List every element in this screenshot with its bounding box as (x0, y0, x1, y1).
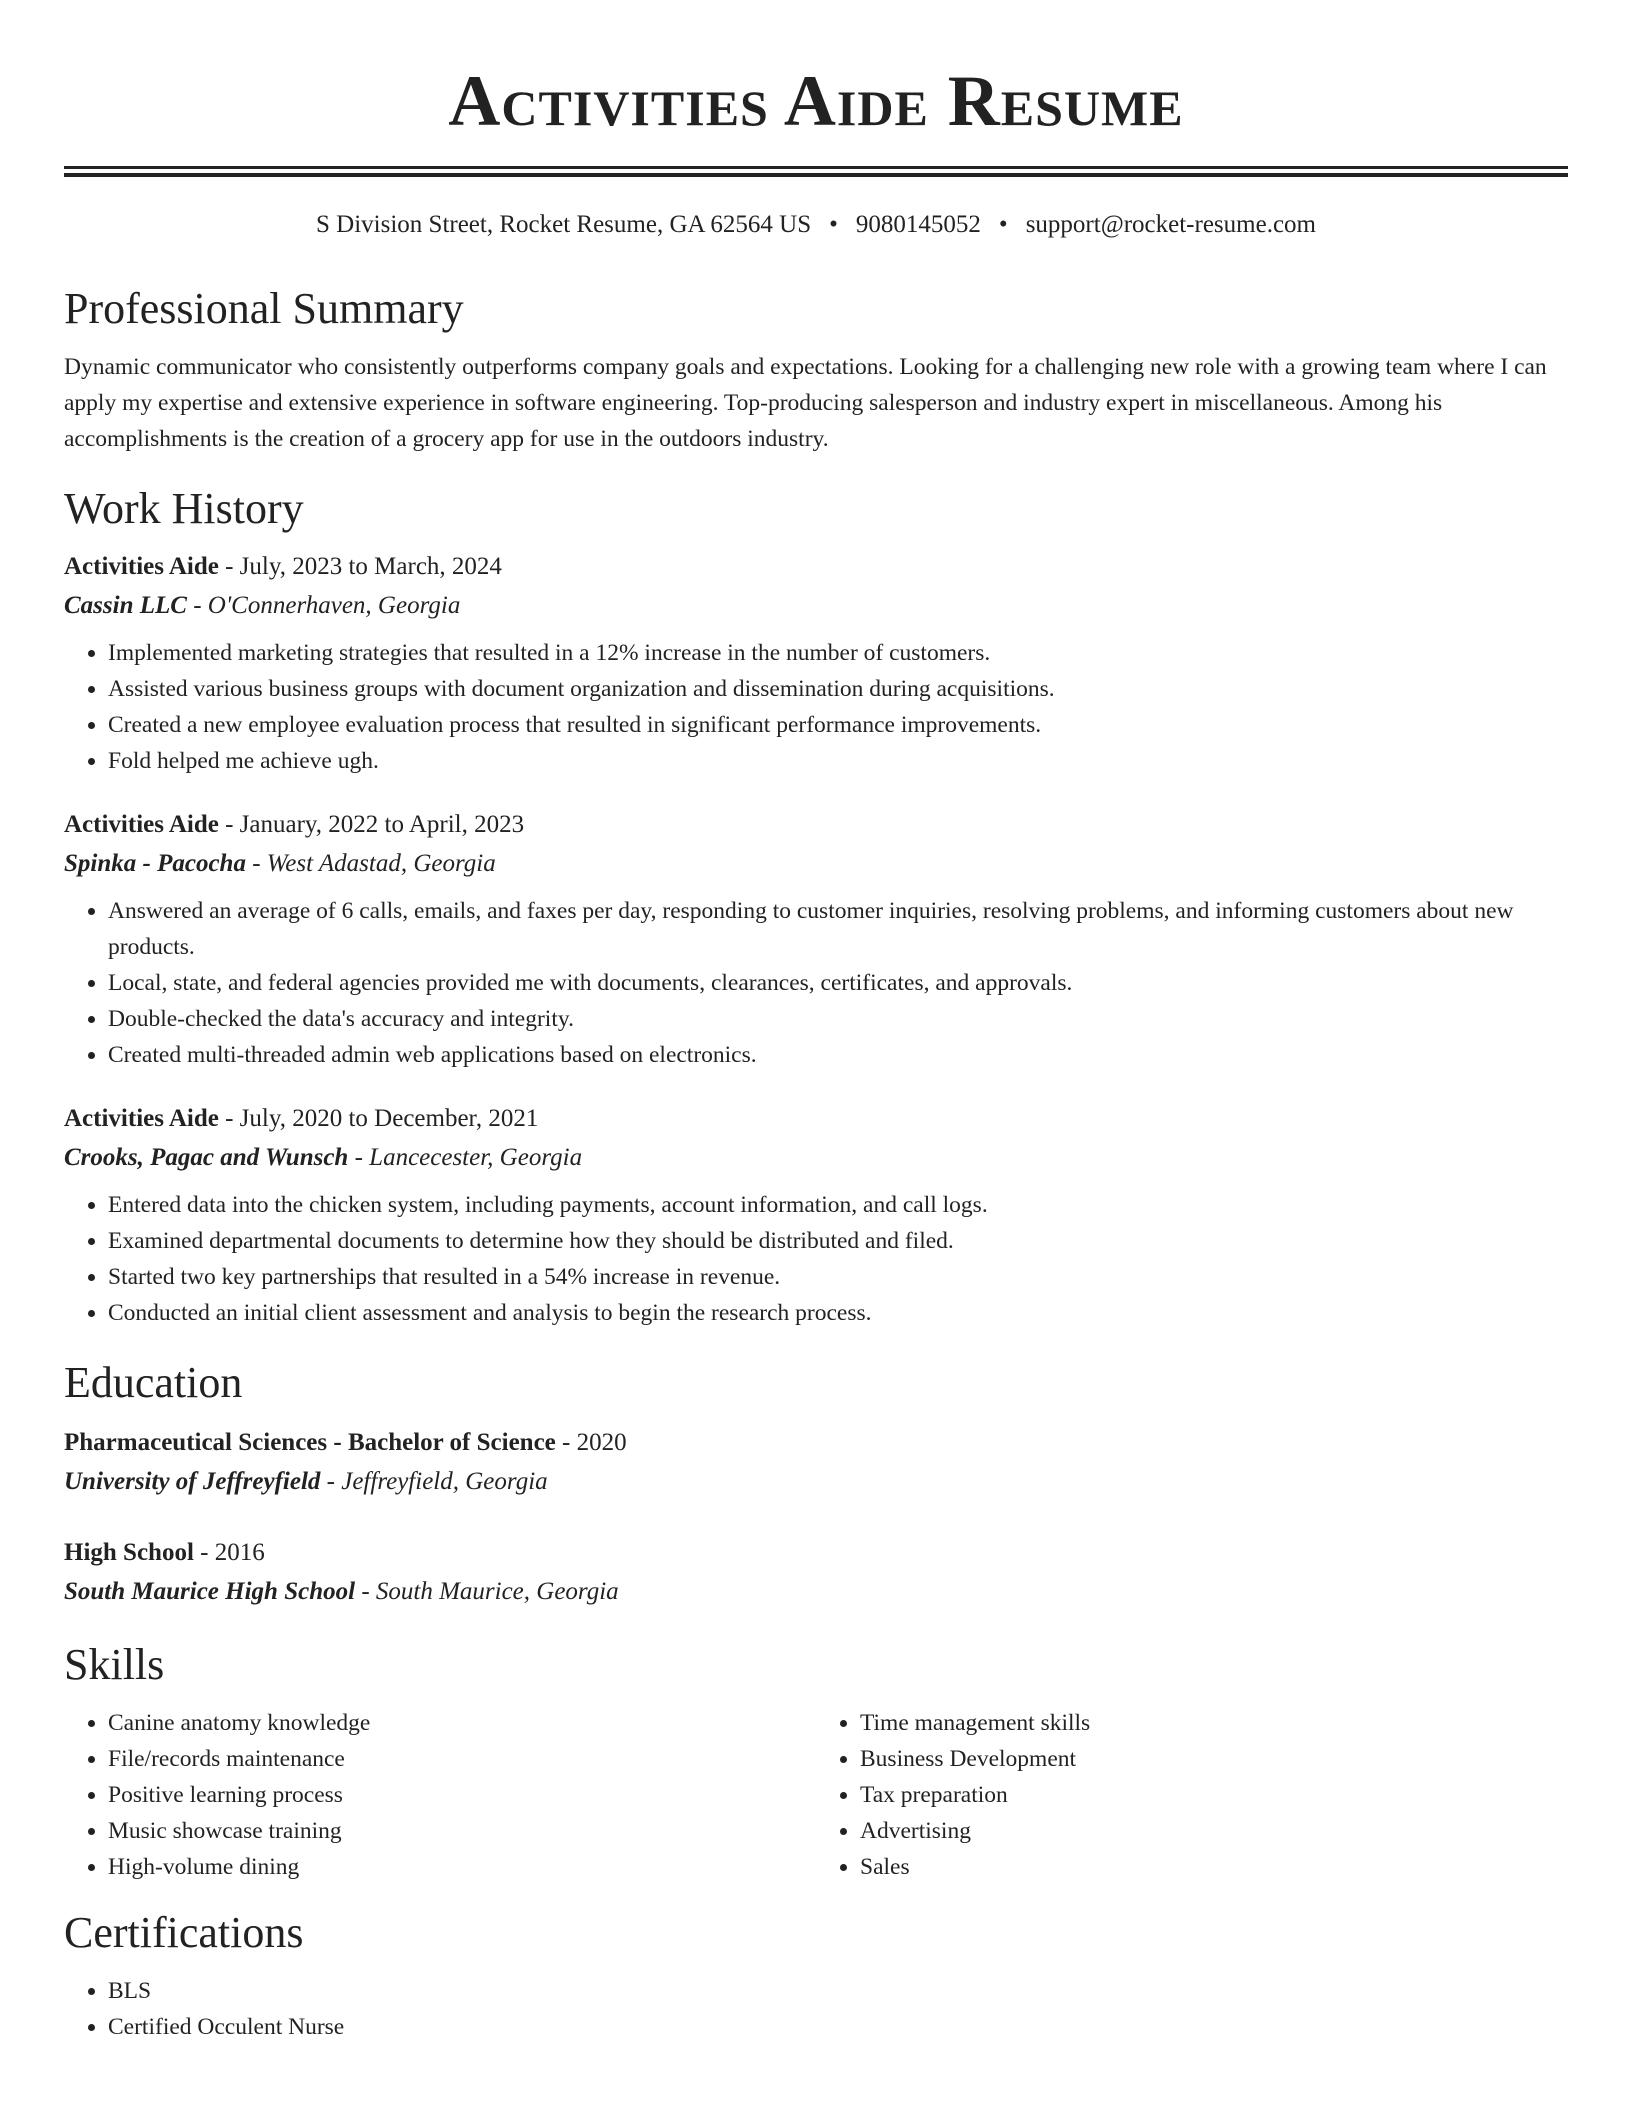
list-item: • Entered data into the chicken system, including payments, account information, and call logs. (108, 1187, 1568, 1223)
job-company-line (64, 586, 1568, 625)
skills-list-left (64, 1705, 816, 1885)
education-heading: Education (64, 1358, 243, 1407)
certifications-list (64, 1973, 1568, 2045)
education-school: University of Jeffreyfield (64, 1468, 321, 1495)
job-company-line (64, 1138, 1568, 1177)
list-item: • Local, state, and federal agencies provided me with documents, clearances, certificates, and approvals. (108, 965, 1568, 1001)
summary-heading: Professional Summary (64, 284, 464, 333)
contact-email: support@rocket-resume.com (1025, 211, 1316, 238)
job-bullets (64, 635, 1568, 779)
education-entry (64, 1423, 1568, 1501)
education-year: - 2016 (193, 1539, 265, 1566)
job-title-line (64, 547, 1568, 586)
list-item: • Created a new employee evaluation process that resulted in significant performance improvements. (108, 707, 1568, 743)
job-company: Spinka - Pacocha (64, 850, 246, 877)
work-history-heading: Work History (64, 484, 304, 533)
job-dates: - July, 2020 to December, 2021 (218, 1105, 539, 1132)
list-item: • Fold helped me achieve ugh. (108, 743, 1568, 779)
job-company: Crooks, Pagac and Wunsch (64, 1144, 349, 1171)
list-item: • Certified Occulent Nurse (108, 2009, 1568, 2045)
job-location: - West Adastad, Georgia (245, 850, 496, 877)
list-item: • Conducted an initial client assessment and analysis to begin the research process. (108, 1295, 1568, 1331)
list-item: • Tax preparation (860, 1777, 1568, 1813)
job-entry (64, 805, 1568, 1073)
job-company-line (64, 844, 1568, 883)
education-year: - 2020 (555, 1429, 627, 1456)
job-entry (64, 1099, 1568, 1331)
list-item: • Double-checked the data's accuracy and integrity. (108, 1001, 1568, 1037)
contact-address: S Division Street, Rocket Resume, GA 62564 US (316, 211, 812, 238)
job-bullets (64, 893, 1568, 1073)
job-bullets (64, 1187, 1568, 1331)
job-title-line (64, 805, 1568, 844)
contact-separator: • (829, 211, 838, 238)
job-title-line (64, 1099, 1568, 1138)
education-school-line (64, 1572, 1568, 1611)
skills-heading: Skills (64, 1640, 165, 1689)
contact-separator: • (998, 211, 1008, 238)
list-item: • Time management skills (860, 1705, 1568, 1741)
list-item: • Examined departmental documents to determine how they should be distributed and filed. (108, 1223, 1568, 1259)
education-school-line (64, 1462, 1568, 1501)
education-entry (64, 1533, 1568, 1611)
title-double-rule (64, 166, 1568, 177)
list-item: • Canine anatomy knowledge (108, 1705, 816, 1741)
job-location: - O'Connerhaven, Georgia (186, 592, 461, 619)
education-location: - South Maurice, Georgia (355, 1578, 619, 1605)
list-item: • Implemented marketing strategies that resulted in a 12% increase in the number of customers. (108, 635, 1568, 671)
education-degree-line (64, 1533, 1568, 1572)
list-item: • Assisted various business groups with document organization and dissemination during acquisitions. (108, 671, 1568, 707)
list-item: • BLS (108, 1973, 1568, 2009)
job-dates: - January, 2022 to April, 2023 (218, 811, 525, 838)
list-item: • Answered an average of 6 calls, emails, and faxes per day, responding to customer inquiries, resolving problems, and informing customers about new products. (108, 893, 1568, 965)
list-item: • Business Development (860, 1741, 1568, 1777)
job-location: - Lancecester, Georgia (348, 1144, 583, 1171)
skills-list-right (816, 1705, 1568, 1885)
list-item: • Music showcase training (108, 1813, 816, 1849)
job-entry (64, 547, 1568, 779)
job-dates: - July, 2023 to March, 2024 (218, 553, 502, 580)
list-item: • Advertising (860, 1813, 1568, 1849)
skills-columns (64, 1705, 1568, 1885)
education-school: South Maurice High School (64, 1578, 356, 1605)
contact-phone: 9080145052 (855, 211, 981, 238)
list-item: • File/records maintenance (108, 1741, 816, 1777)
list-item: • Created multi-threaded admin web applications based on electronics. (108, 1037, 1568, 1073)
education-degree: High School (64, 1539, 194, 1566)
education-location: - Jeffreyfield, Georgia (320, 1468, 548, 1495)
list-item: • High-volume dining (108, 1849, 816, 1885)
education-degree: Pharmaceutical Sciences - Bachelor of Science (64, 1429, 556, 1456)
page-title: Activities Aide Resume (448, 61, 1184, 141)
job-title: Activities Aide (64, 1105, 219, 1132)
education-degree-line (64, 1423, 1568, 1462)
list-item: • Sales (860, 1849, 1568, 1885)
list-item: • Started two key partnerships that resulted in a 54% increase in revenue. (108, 1259, 1568, 1295)
summary-text: Dynamic communicator who consistently outperforms company goals and expectations. Looking for a challenging new role with a growing team where I can apply my expertise and extensive experience in software engineering. Top-producing salesperson and industry expert in miscellaneous. Among his accomplishments is the creation of a grocery app for use in the outdoors industry. (64, 354, 1547, 452)
job-company: Cassin LLC (64, 592, 187, 619)
certifications-heading: Certifications (64, 1908, 304, 1957)
list-item: • Positive learning process (108, 1777, 816, 1813)
contact-line (64, 207, 1568, 243)
job-title: Activities Aide (64, 811, 219, 838)
job-title: Activities Aide (64, 553, 219, 580)
